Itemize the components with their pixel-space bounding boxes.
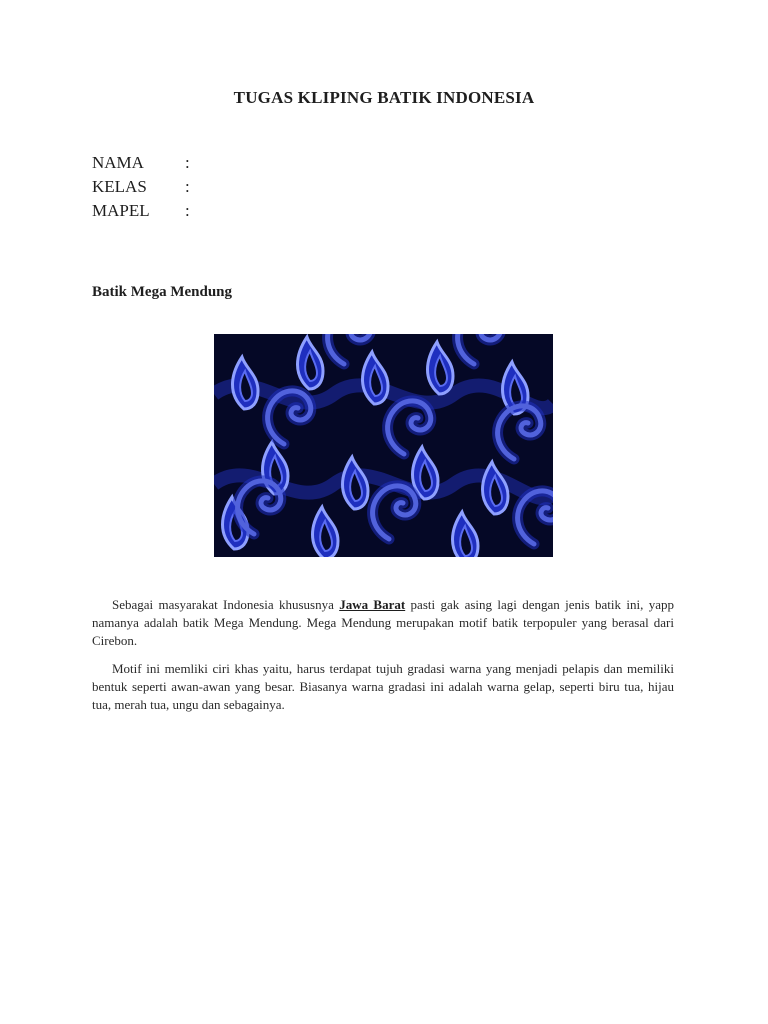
cloud-motif-illustration <box>214 334 553 557</box>
field-label-mapel: MAPEL <box>92 201 150 220</box>
jawa-barat-link[interactable]: Jawa Barat <box>339 597 406 612</box>
paragraph-1-intro: Sebagai masyarakat Indonesia khususnya <box>112 597 340 612</box>
field-label-kelas: KELAS <box>92 177 147 196</box>
paragraph-1 <box>92 596 674 650</box>
field-row-mapel <box>92 199 195 223</box>
body-text <box>92 596 674 724</box>
field-label-nama: NAMA <box>92 153 144 172</box>
batik-mega-mendung-image <box>214 334 553 557</box>
field-separator: : <box>185 201 190 220</box>
student-info-fields <box>92 151 195 223</box>
document-title: TUGAS KLIPING BATIK INDONESIA <box>233 88 535 107</box>
paragraph-1-rest: pasti gak asing lagi dengan jenis batik ini, yapp namanya adalah batik Mega Mendung. Mega Mendung merupakan motif batik terpopuler yang berasal dari Cirebon. <box>92 597 674 648</box>
field-separator: : <box>185 153 190 172</box>
paragraph-2: Motif ini memliki ciri khas yaitu, harus terdapat tujuh gradasi warna yang menjadi pelapis dan memiliki bentuk seperti awan-awan yang besar. Biasanya warna gradasi ini adalah warna gelap, seperti biru tua, hijau tua, merah tua, ungu dan sebagainya. <box>92 661 674 712</box>
field-separator: : <box>185 177 190 196</box>
field-row-nama <box>92 151 195 175</box>
section-heading: Batik Mega Mendung <box>92 284 233 300</box>
field-row-kelas <box>92 175 195 199</box>
